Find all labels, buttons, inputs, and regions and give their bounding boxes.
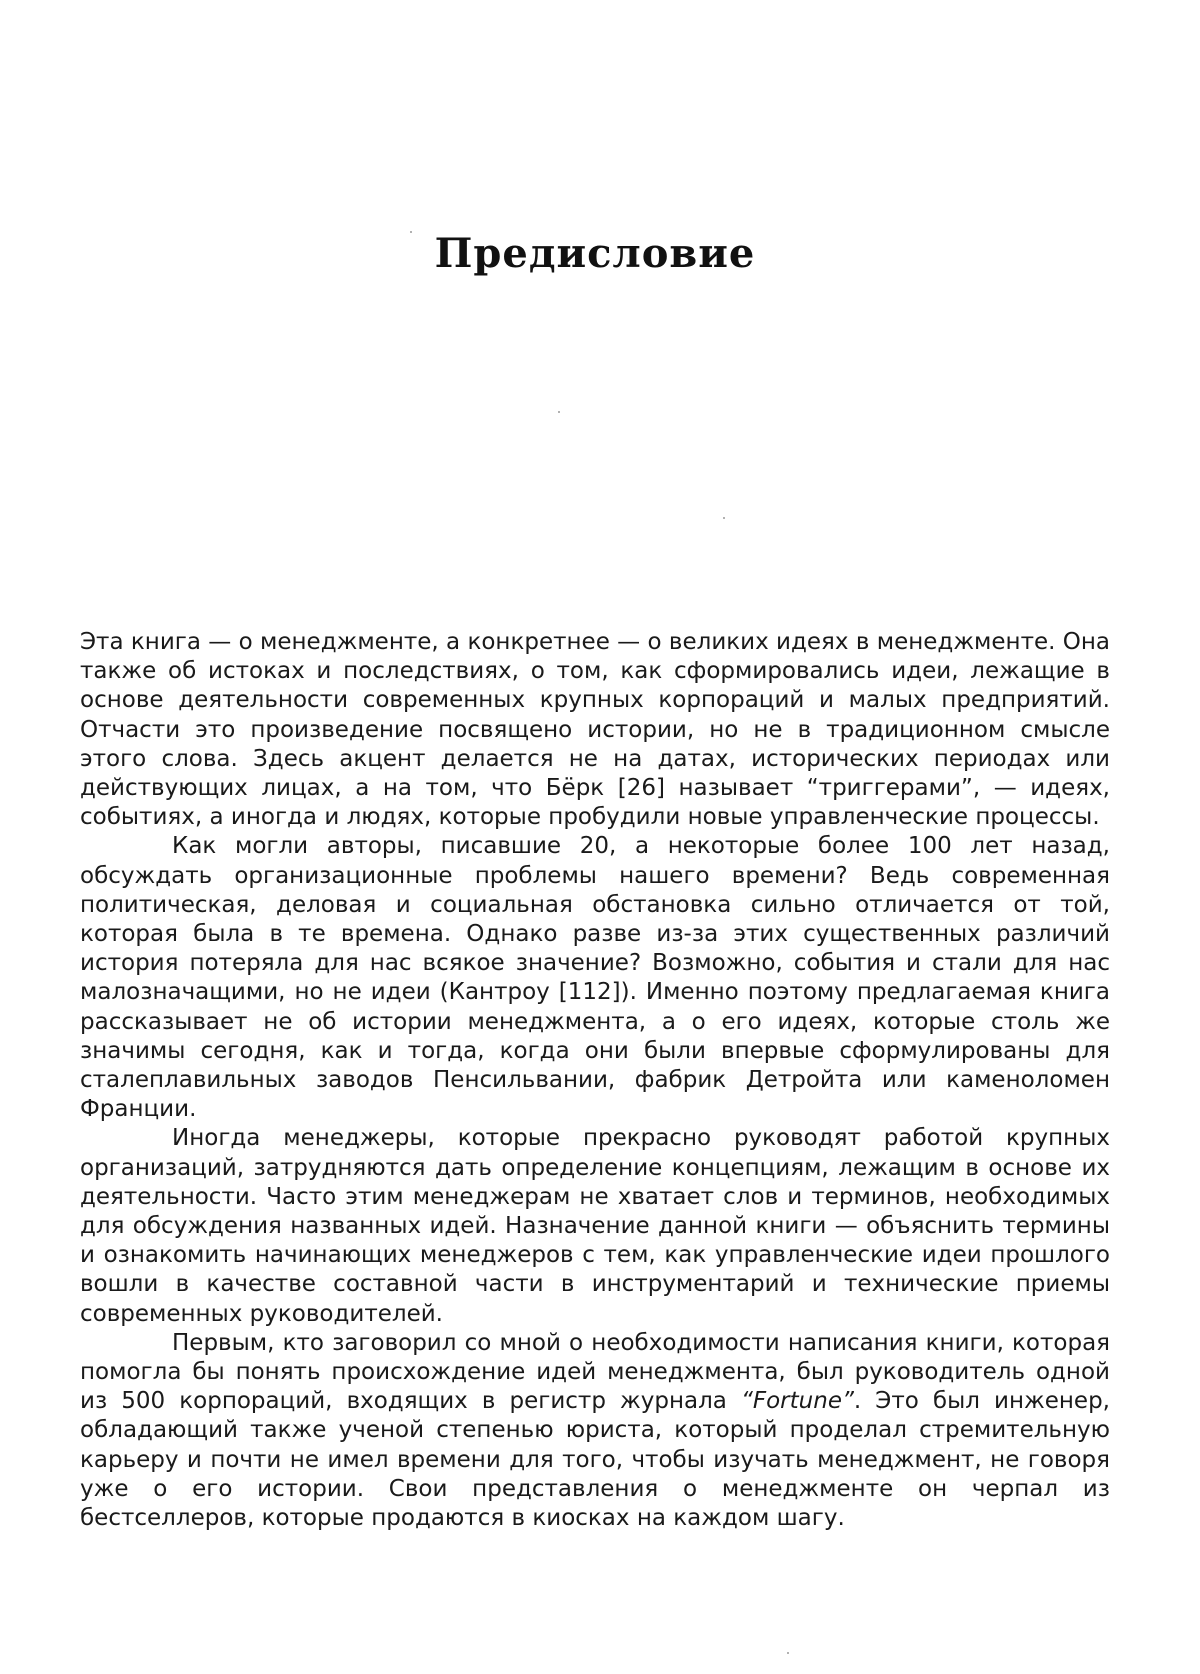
scan-speck <box>723 517 725 519</box>
scan-speck <box>410 231 412 233</box>
paragraph-2: Как могли авторы, писавшие 20, а некоторые более 100 лет назад, обсуждать организационные проблемы нашего времени? Ведь современная политическая, деловая и социальная обстановка сильно отличается от той, которая была в те времена. Однако разве из-за этих существенных различий история потеряла для нас всякое значение? Возможно, события и стали для нас малозначащими, но не идеи (Кантроу [112]). Именно поэтому предлагаемая книга рассказывает не об истории менеджмента, а о его идеях, которые столь же значимы сегодня, как и тогда, когда они были впервые сформулированы для сталеплавильных заводов Пенсильвании, фабрик Детройта или каменоломен Франции. <box>80 833 1110 1123</box>
scan-speck <box>787 1652 789 1654</box>
page-title: Предисловие <box>434 230 756 277</box>
scan-speck <box>558 411 560 413</box>
journal-name: “Fortune” <box>740 1388 854 1415</box>
paragraph-3: Иногда менеджеры, которые прекрасно руководят работой крупных организаций, затрудняются дать определение концепциям, лежащим в основе их деятельности. Часто этим менеджерам не хватает слов и терминов, необходимых для обсуждения названных идей. Назначение данной книги — объяснить термины и ознакомить начинающих менеджеров с тем, как управленческие идеи прошлого вошли в качестве составной части в инструментарий и технические приемы современных руководителей. <box>80 1125 1110 1327</box>
paragraph-4-text-after: . Это был инженер, обладающий также ученой степенью юриста, который проделал стремительную карьеру и почти не имел времени для того, чтобы изучать менеджмент, не говоря уже о его истории. Свои представления о менеджменте он черпал из бестселлеров, которые продаются в киосках на каждом шагу. <box>80 1388 1110 1532</box>
body-text <box>80 628 1110 1533</box>
paragraph-1: Эта книга — о менеджменте, а конкретнее — о великих идеях в менеджменте. Она также об истоках и последствиях, о том, как сформировались идеи, лежащие в основе деятельности современных крупных корпораций и малых предприятий. Отчасти это произведение посвящено истории, но не в традиционном смысле этого слова. Здесь акцент делается не на датах, исторических периодах или действующих лицах, а на том, что Бёрк [26] называет “триггерами”, — идеях, событиях, а иногда и людях, которые пробудили новые управленческие процессы. <box>80 629 1110 831</box>
paragraph-4-text-before: Первым, кто заговорил со мной о необходимости написания книги, которая помогла бы понять происхождение идей менеджмента, был руководитель одной из 500 корпораций, входящих в регистр журнала <box>80 1329 1110 1415</box>
paragraph-4 <box>80 1329 1110 1533</box>
